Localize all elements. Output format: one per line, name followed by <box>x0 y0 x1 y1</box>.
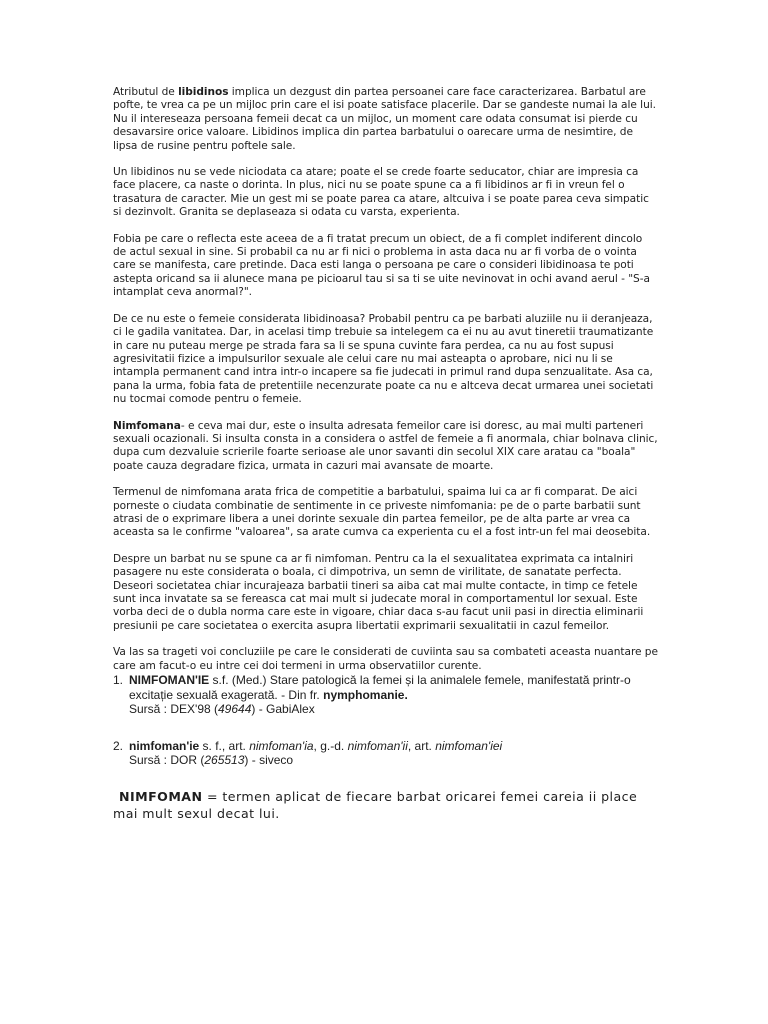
paragraph-7: Despre un barbat nu se spune ca ar fi nimfoman. Pentru ca la el sexualitatea exprimata ca intalniri pasagere nu este considerata o boala, ci dimpotriva, un semn de virilitate, de sanatate perfecta. Deseori societatea chiar incurajeaza barbatii tineri sa aiba cat mai multe contacte, in timp ce fetele sunt inca invatate sa se fereasca cat mai mult si judecate moral in comportamentul lor sexual. Este vorba deci de o dubla norma care este in vigoare, chiar daca s-au facut unii pasi in directia eliminarii presiunii pe care societatea o exercita asupra libertatii exprimarii sexualitatii in cazul femeilor. <box>113 552 644 632</box>
definition-headword: NIMFOMAN'IE <box>129 673 210 688</box>
final-note <box>113 788 658 822</box>
definition-text: , art. <box>407 738 436 753</box>
definition-number: 1. <box>113 673 124 688</box>
paragraph-8: Va las sa trageti voi concluziile pe care le considerati de cuviinta sau sa combateti aceasta nuantare pe care am facut-o eu intre cei doi termeni in urma observatiilor curente. <box>113 646 658 672</box>
definition-body <box>129 673 658 702</box>
source-label: Sursă : DOR ( <box>129 753 205 768</box>
source-label: Sursă : DEX'98 ( <box>129 702 218 717</box>
paragraph-6: Termenul de nimfomana arata frica de competitie a barbatului, spaima lui ca ar fi comparat. De aici porneste o ciudata combinatie de sentimente in ce priveste nimfomania: pe de o parte barbatii sunt atrasi de o exprimare libera a unei dorinte sexuale din partea femeilor, pe de alta parte ar vrea ca aceasta sa le confirme "valoarea", sa arate cumva ca experienta cu el a fost intr-un fel mai deosebita. <box>113 486 651 539</box>
paragraph-lead: Atributul de <box>113 86 179 98</box>
paragraph-text: - e ceva mai dur, este o insulta adresata femeilor care isi doresc, au mai multi parteneri sexuali ocazionali. Si insulta consta in a considera o astfel de femeie a fi anormala, chiar bolnava clinic, dupa cum dezvaluie scrierile foarte serioase ale unor savanti din secolul XIX care aratau ca "boala" poate cauza degradare fizica, urmata in cazuri mai avansate de moarte. <box>113 419 658 472</box>
definition-body <box>129 739 658 754</box>
keyword-nimfomana: Nimfomana <box>113 419 181 432</box>
definition-etymon: nymphomanie. <box>323 687 408 702</box>
source-author: ) - siveco <box>244 753 294 768</box>
paragraph-3: Fobia pe care o reflecta este aceea de a fi tratat precum un obiect, de a fi complet indiferent dincolo de actul sexual in sine. Si probabil ca nu ar fi nici o problema in asta daca nu ar fi vorba de o vointa care se manifesta, care pretinde. Daca esti langa o persoana pe care o consideri libidinoasa te poti astepta oricand sa ii alunece mana pe picioarul tau si sa ti se uite nevinovat in ochi avand aerul - "S-a intamplat ceva anormal?". <box>113 232 650 299</box>
paragraph-libidinos <box>113 86 658 153</box>
definition-item <box>113 739 658 768</box>
final-note-headword: NIMFOMAN <box>119 789 203 804</box>
final-note-text: = termen aplicat de fiecare barbat oricarei femei careia ii place mai mult sexul decat lui. <box>113 789 638 821</box>
inflected-form: nimfoman'ii <box>347 738 408 753</box>
inflected-form: nimfoman'ia <box>249 738 314 753</box>
definition-source <box>129 702 658 717</box>
paragraph-nimfomana <box>113 420 658 474</box>
source-id: 265513 <box>204 753 245 768</box>
keyword-libidinos: libidinos <box>178 86 229 98</box>
source-author: ) - GabiAlex <box>251 702 315 717</box>
paragraph-2: Un libidinos nu se vede niciodata ca atare; poate el se crede foarte seducator, chiar are impresia ca face placere, ca naste o dorinta. In plus, nici nu se poate spune ca a fi libidinos ar fi in vreun fel o trasatura de caracter. Mie un gest mi se poate parea ca atare, altcuiva i se poate parea ceva simpatic si dezinvolt. Granita se deplaseaza si odata cu varsta, experienta. <box>113 166 649 219</box>
inflected-form: nimfoman'iei <box>435 738 503 753</box>
definition-headword: nimfoman'ie <box>129 738 200 753</box>
definition-source <box>129 753 658 768</box>
definition-item <box>113 673 658 717</box>
definition-text: s. f., art. <box>199 738 250 753</box>
document-body <box>113 86 658 835</box>
source-id: 49644 <box>218 702 252 717</box>
paragraph-4: De ce nu este o femeie considerata libidinoasa? Probabil pentru ca pe barbati aluziile nu ii deranjeaza, ci le gadila vanitatea. Dar, in acelasi timp trebuie sa intelegem ca ei nu au avut tineretii traumatizante in care nu puteau merge pe strada fara sa li se spuna cuvinte fara perdea, ca nu au fost supusi agresivitatii fizice a impulsurilor sexuale ale celui care nu mai asteapta o aprobare, nici nu li se intampla permanent cand intra intr-o incapere sa fie judecati in primul rand dupa senzualitate. Asa ca, pana la urma, fobia fata de pretentiile necenzurate poate ca nu e altceva decat urmarea unei societati nu tocmai comode pentru o femeie. <box>113 312 654 406</box>
definition-number: 2. <box>113 738 124 753</box>
definition-text: , g.-d. <box>313 738 348 753</box>
definition-list <box>113 673 658 768</box>
definition-text: s.f. (Med.) Stare patologică la femei și la animalele femele, manifestată printr-o excitație sexuală exagerată. - Din fr. <box>129 673 631 702</box>
paragraph-text: implica un dezgust din partea persoanei care face caracterizarea. Barbatul are pofte, te vrea ca pe un mijloc prin care el isi poate satisface placerile. Dar se gandeste numai la ale lui. Nu il intereseaza persoana femeii decat ca un mijloc, un moment care odata consumat isi pierde cu desavarsire orice valoare. Libidinos implica din partea barbatului o oarecare urma de nesimtire, de lipsa de rusine pentru poftele sale. <box>113 86 656 152</box>
